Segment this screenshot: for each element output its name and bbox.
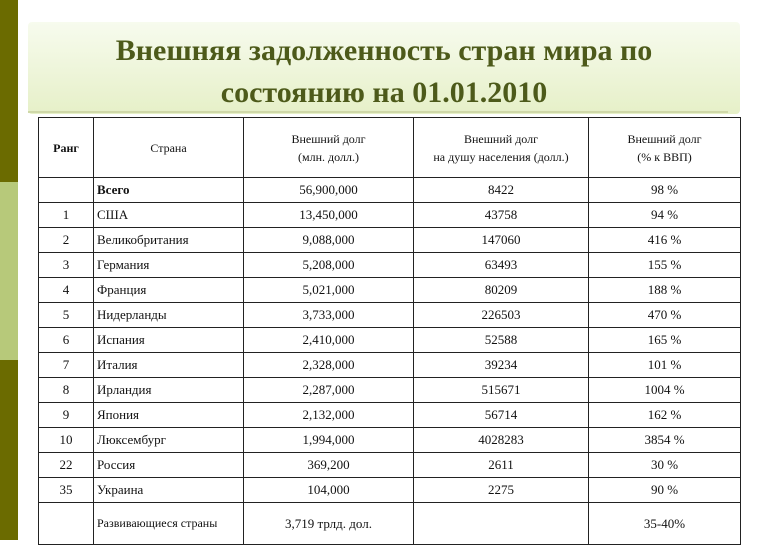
- side-bar-top: [0, 0, 18, 182]
- table-row-total: [39, 178, 741, 203]
- table-row: [39, 303, 741, 328]
- header-debt-line2: (млн. долл.): [298, 149, 359, 164]
- header-country: [94, 118, 244, 178]
- cell-per-capita: 2275: [414, 478, 589, 503]
- cell-gdp: 94 %: [589, 203, 741, 228]
- cell-debt: 2,410,000: [244, 328, 414, 353]
- header-rank: Ранг: [39, 118, 94, 178]
- cell-country: Нидерланды: [94, 303, 244, 328]
- cell-per-capita: 56714: [414, 403, 589, 428]
- header-country-label: Страна: [150, 140, 187, 155]
- cell-per-capita: 147060: [414, 228, 589, 253]
- cell-per-capita: 43758: [414, 203, 589, 228]
- header-gdp-line2: (% к ВВП): [637, 149, 692, 164]
- cell-country: США: [94, 203, 244, 228]
- table-row: [39, 253, 741, 278]
- cell-debt: 369,200: [244, 453, 414, 478]
- table-row: [39, 353, 741, 378]
- table-row: [39, 428, 741, 453]
- cell-debt: 5,021,000: [244, 278, 414, 303]
- title-line-1: Внешняя задолженность стран мира по: [115, 34, 653, 67]
- cell-per-capita: 8422: [414, 178, 589, 203]
- cell-gdp: 3854 %: [589, 428, 741, 453]
- cell-rank: 3: [39, 253, 94, 278]
- cell-country: Италия: [94, 353, 244, 378]
- cell-country: Всего: [94, 178, 244, 203]
- cell-gdp: 155 %: [589, 253, 741, 278]
- table-row: [39, 453, 741, 478]
- cell-debt: 5,208,000: [244, 253, 414, 278]
- header-per-capita-line1: Внешний долг: [463, 131, 539, 146]
- cell-rank: 22: [39, 453, 94, 478]
- cell-country: Развивающиеся страны: [94, 503, 244, 545]
- cell-gdp: 1004 %: [589, 378, 741, 403]
- cell-debt: 3,719 трлд. дол.: [244, 503, 414, 545]
- cell-per-capita: [414, 503, 589, 545]
- cell-per-capita: 4028283: [414, 428, 589, 453]
- cell-per-capita: 63493: [414, 253, 589, 278]
- cell-gdp: 188 %: [589, 278, 741, 303]
- cell-gdp: 162 %: [589, 403, 741, 428]
- table-row: [39, 378, 741, 403]
- cell-per-capita: 515671: [414, 378, 589, 403]
- header-debt-line1: Внешний долг: [291, 131, 366, 146]
- cell-debt: 56,900,000: [244, 178, 414, 203]
- cell-rank: 2: [39, 228, 94, 253]
- cell-per-capita: 226503: [414, 303, 589, 328]
- header-per-capita-line2: на душу населения (долл.): [433, 149, 569, 164]
- cell-rank: [39, 503, 94, 545]
- cell-country: Люксембург: [94, 428, 244, 453]
- cell-debt: 1,994,000: [244, 428, 414, 453]
- cell-per-capita: 80209: [414, 278, 589, 303]
- cell-debt: 2,132,000: [244, 403, 414, 428]
- header-debt: [244, 118, 414, 178]
- cell-rank: 35: [39, 478, 94, 503]
- cell-rank: 5: [39, 303, 94, 328]
- table-row: [39, 228, 741, 253]
- header-per-capita: [414, 118, 589, 178]
- cell-rank: 9: [39, 403, 94, 428]
- cell-debt: 3,733,000: [244, 303, 414, 328]
- side-bar-middle: [0, 182, 18, 360]
- cell-gdp: 30 %: [589, 453, 741, 478]
- cell-per-capita: 2611: [414, 453, 589, 478]
- cell-country: Испания: [94, 328, 244, 353]
- cell-gdp: 98 %: [589, 178, 741, 203]
- cell-rank: 6: [39, 328, 94, 353]
- cell-debt: 2,287,000: [244, 378, 414, 403]
- cell-gdp: 101 %: [589, 353, 741, 378]
- header-gdp-line1: Внешний долг: [627, 131, 702, 146]
- cell-rank: 8: [39, 378, 94, 403]
- cell-debt: 2,328,000: [244, 353, 414, 378]
- cell-country: Украина: [94, 478, 244, 503]
- cell-country: Россия: [94, 453, 244, 478]
- table-row-developing: [39, 503, 741, 545]
- table-header-row: [39, 118, 741, 178]
- cell-gdp: 416 %: [589, 228, 741, 253]
- cell-debt: 104,000: [244, 478, 414, 503]
- table-row: [39, 478, 741, 503]
- table-row: [39, 278, 741, 303]
- cell-gdp: 35-40%: [589, 503, 741, 545]
- cell-gdp: 165 %: [589, 328, 741, 353]
- cell-rank: [39, 178, 94, 203]
- header-gdp: [589, 118, 741, 178]
- cell-rank: 10: [39, 428, 94, 453]
- debt-table: [38, 117, 741, 545]
- cell-country: Япония: [94, 403, 244, 428]
- cell-country: Франция: [94, 278, 244, 303]
- cell-per-capita: 39234: [414, 353, 589, 378]
- table-row: [39, 328, 741, 353]
- title-line-2: состоянию на 01.01.2010: [220, 76, 548, 109]
- cell-per-capita: 52588: [414, 328, 589, 353]
- table-row: [39, 203, 741, 228]
- cell-debt: 13,450,000: [244, 203, 414, 228]
- slide-title: [28, 30, 740, 114]
- cell-debt: 9,088,000: [244, 228, 414, 253]
- cell-rank: 1: [39, 203, 94, 228]
- side-bar-bottom: [0, 360, 18, 540]
- table-row: [39, 403, 741, 428]
- cell-rank: 4: [39, 278, 94, 303]
- cell-country: Германия: [94, 253, 244, 278]
- cell-rank: 7: [39, 353, 94, 378]
- cell-gdp: 470 %: [589, 303, 741, 328]
- cell-country: Великобритания: [94, 228, 244, 253]
- cell-country: Ирландия: [94, 378, 244, 403]
- cell-gdp: 90 %: [589, 478, 741, 503]
